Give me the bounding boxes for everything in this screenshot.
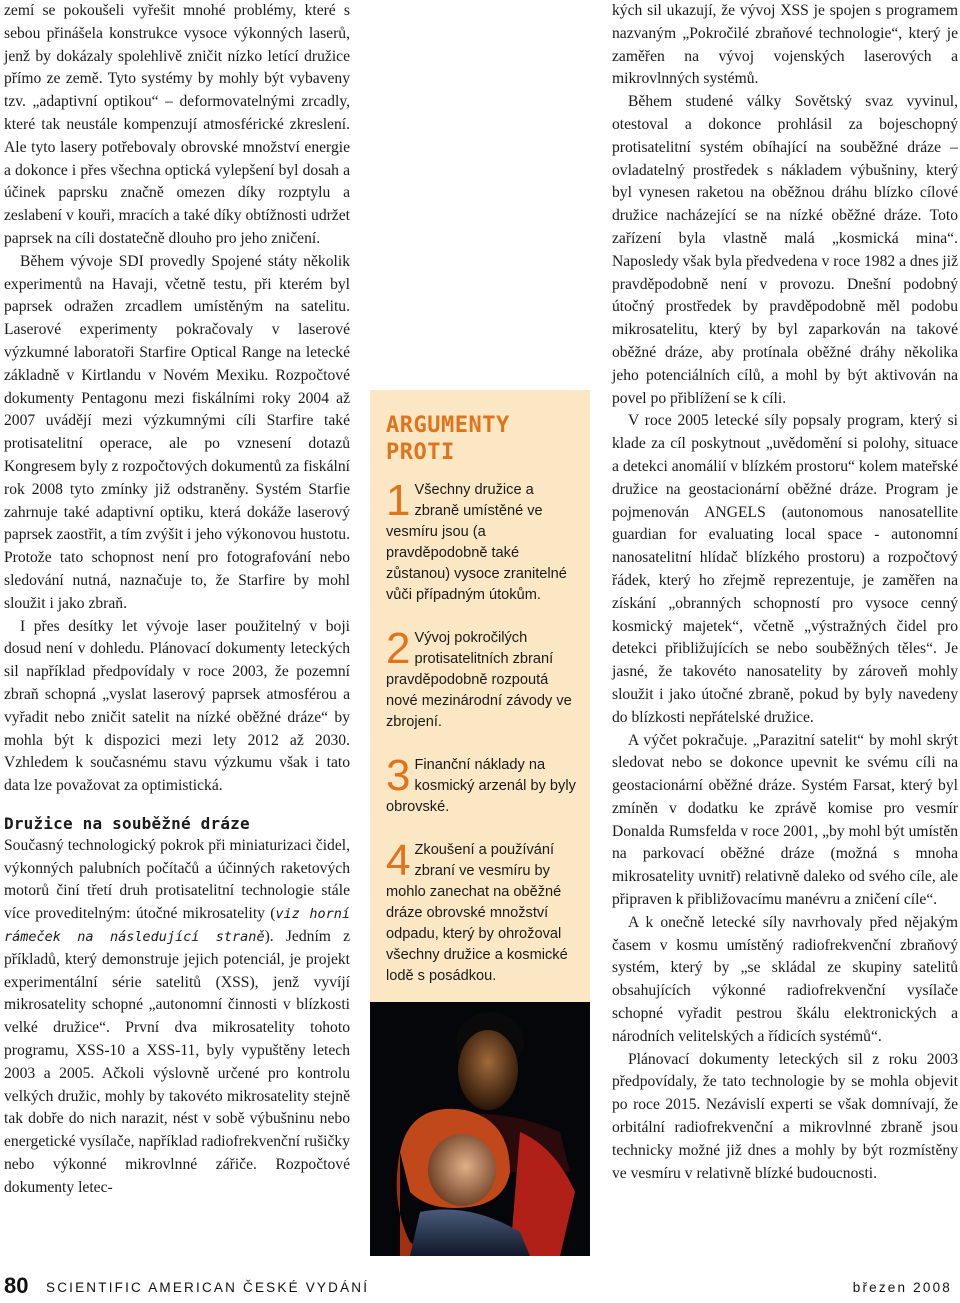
paragraph: kých sil ukazují, že vývoj XSS je spojen s programem nazvaným „Pokročilé zbraňové technologie“, který je zaměřen na vývoj vojenských laserových a mikrovlnných systémů. — [612, 2, 958, 88]
argument-item — [386, 751, 580, 818]
magazine-name: SCIENTIFIC AMERICAN ČESKÉ VYDÁNÍ — [46, 1280, 370, 1295]
paragraph-text: ). Jedním z příkladů, který demonstruje jejich potenciál, je projekt experimentální série satelitů (XSS), jenž vyvíjí mikrosatelity schopné „autonomní činnosti v blízkosti velké družice“. První dva mikrosatelity tohoto programu, XSS-10 a XSS-11, byly vypuštěny letech 2003 a 2005. Ačkoli výslovně určené pro kontrolu velkých družic, mohly by takovéto mikrosatelity stejně tak dobře do nich narazit, nést v sobě výbušninu nebo energetické vysílače, například radiofrekvenční rušičky nebo výkonné mikrovlnné zářiče. Rozpočtové dokumenty letec- — [4, 928, 351, 1196]
argument-number: 2 — [386, 624, 411, 673]
paragraph: Během vývoje SDI provedly Spojené státy několik experimentů na Havaji, včetně testu, při kterém byl paprsek odražen zrcadlem umístěným na satelitu. Laserové experimenty pokračovaly v laserové výzkumné laboratoři Starfire Optical Range na letecké základně v Kirtlandu v Novém Mexiku. Rozpočtové dokumenty Pentagonu mezi fiskálními roky 2004 až 2007 uvádějí mezi výzkumnými cíli Starfire také protisatelitní operace, ale po vznesení dotazů Kongresem byly z rozpočtových dokumentů za fiskální rok 2008 tyto zmínky již odstraněny. Systém Starfie zahrnuje také adaptivní optiku, která dokáže laserový paprsek zaostřit, a tím zvýšit i jeho výkonovou hustotu. Protože tato schopnost není pro fotografování nebo sledování nutná, naznačuje to, že Starfire by mohl sloužit i jako zbraň. — [4, 252, 350, 612]
page-footer — [4, 1275, 956, 1299]
paragraph — [4, 835, 350, 1200]
argument-number: 3 — [386, 751, 411, 800]
paragraph: zemí se pokoušeli vyřešit mnohé problémy, které s sebou přinášela konstrukce vysoce výkonných laserů, jenž by dokázaly spolehlivě zničit nízko letící družice přímo ze země. Tyto systémy by mohly být vybaveny tzv. „adaptivní optikou“ – deformovatelnými zrcadly, které tak neustále kompenzují atmosférické zkreslení. Ale tyto lasery potřebovaly obrovské množství energie a dokonce i přes všechna optická vylepšení byl dosah a účinek paprsku značně omezen díky rozptylu a zeslabení v kouři, mracích a také díky obtížnosti udržet paprsek na cíli dostatečně dlouho pro jeho zničení. — [4, 2, 350, 247]
sidebar-title-line: PROTI — [386, 440, 455, 465]
illustration-figures — [370, 1002, 590, 1256]
argument-text: Všechny družice a zbraně umístěné ve vesmíru jsou (a pravděpodobně také zůstanou) vysoce zranitelné vůči případným útokům. — [386, 482, 567, 603]
argument-number: 4 — [386, 836, 411, 885]
sidebar-title-line: ARGUMENTY — [386, 413, 510, 438]
paragraph: V roce 2005 letecké síly popsaly program, který si klade za cíl poskytnout „uvědomění si polohy, situace a detekci anomálií v blízkém prostoru“ kolem mateřské družice na geostacionární oběžné dráze. Program je pojmenován ANGELS (autonomous nanosatellite guardian for evaluating local space - autonomní nanosatelitní hlídač blízkého prostoru) a rozpočtový řádek, který ho zřejmě reprezentuje, je zaměřen na získání „obranných schopností pro vysoce cenný kosmický majetek“, včetně „výstražných čidel pro detekci přibližujících se nebo souběžných těles“. Je jasné, že takovéto nanosatelity by zároveň mohly sloužit i jako útočné zbraně, pokud by byly navedeny do blízkosti nepřátelské družice. — [612, 412, 958, 726]
argument-item — [386, 836, 580, 987]
sidebar-title — [386, 412, 590, 466]
left-column — [4, 0, 350, 1200]
paragraph: A výčet pokračuje. „Parazitní satelit“ by mohl skrýt sledovat nebo se dokonce upevnit ke svému cíli na geostacionární oběžné dráze. Systém Farsat, který byl zmíněn v dodatku ke zprávě komise pro vesmír Donalda Rumsfelda v roce 2001, „by mohl být umístěn na parkovací oběžné dráze (možná s mnoha mikrosatelity uvnitř) relativně daleko od svého cíle, ale připraven k přibližovacímu manévru a zničení cíle“. — [612, 731, 958, 909]
paragraph-text: Současný technologický pokrok při miniaturizaci čidel, výkonných palubních počítačů a účinných raketových motorů činí třetí druh protisatelitní technologie stále více proveditelným: útočné mikrosatelity ( — [4, 836, 350, 923]
paragraph: A k onečně letecké síly navrhovaly před nějakým časem v kosmu umístěný radiofrekvenční zbraňový systém, který by „se skládal ze skupiny satelitů obsahujících výkonné radiofrekvenční vysílače schopné vyřadit pestrou škálu elektronických a národních velitelských a řídicích systémů“. — [612, 913, 958, 1045]
arguments-against-sidebar — [370, 390, 590, 1002]
argument-text: Vývoj pokročilých protisatelitních zbraní pravděpodobně rozpoutá nové mezinárodní závody ve zbrojení. — [386, 630, 572, 730]
page-number: 80 — [4, 1273, 29, 1298]
paragraph: Během studené války Sovětský svaz vyvinul, otestoval a dokonce prohlásil za bojeschopný protisatelitní systém obíhající na souběžné dráze – ovladatelný prostředek s nákladem výbušniny, který byl vynesen raketou na oběžnou dráhu blízko cílové družice nacházející se na nízké oběžné dráze. Toto zařízení byla vlastně malá „kosmická mina“. Naposledy však byla předvedena v roce 1982 a dnes již pravděpodobně není v provozu. Dnešní podobný útočný prostředek by pravděpodobně měl podobu mikrosatelitu, který by byl zaparkován na takové oběžné dráze, aby protínala oběžné dráhy několika jeho potenciálních cílů, a mohl by být aktivován na povel po přiblížení se k cíli. — [612, 93, 958, 407]
illustration-art — [370, 1002, 590, 1256]
argument-item — [386, 624, 580, 733]
paragraph: I přes desítky let vývoje laser použitelný v boji dosud není v dohledu. Plánovací dokumenty leteckých sil například předpovídaly v roce 2003, že pozemní zbraň schopná „vyslat laserový paprsek atmosférou a vyřadit nebo zničit satelit na nízké oběžné dráze“ by mohla být k dispozici mezi lety 2012 až 2030. Vzhledem k současnému stavu výzkumu však i tato data lze považovat za optimistická. — [4, 617, 350, 795]
section-heading: Družice na souběžné dráze — [4, 813, 250, 833]
argument-number: 1 — [386, 476, 411, 525]
cross-reference: viz horní rámeček na následující straně — [4, 906, 350, 946]
paragraph: Plánovací dokumenty leteckých sil z roku 2003 předpovídaly, že tato technologie by se mohla objevit po roce 2015. Nezávislí experti se však domnívají, že orbitální radiofrekvenční a mikrovlnné zbraně jsou technicky možné již dnes a mohly by být rozmístěny ve vesmíru v relativně blízké budoucnosti. — [612, 1050, 958, 1182]
argument-text: Finanční náklady na kosmický arzenál by byly obrovské. — [386, 757, 576, 815]
right-column — [612, 0, 958, 1185]
issue-date: březen 2008 — [852, 1280, 952, 1295]
argument-text: Zkoušení a používání zbraní ve vesmíru by mohlo zanechat na oběžné dráze obrovské množství odpadu, který by ohrožoval všechny družice a kosmické lodě s posádkou. — [386, 842, 568, 984]
argument-item — [386, 476, 580, 606]
